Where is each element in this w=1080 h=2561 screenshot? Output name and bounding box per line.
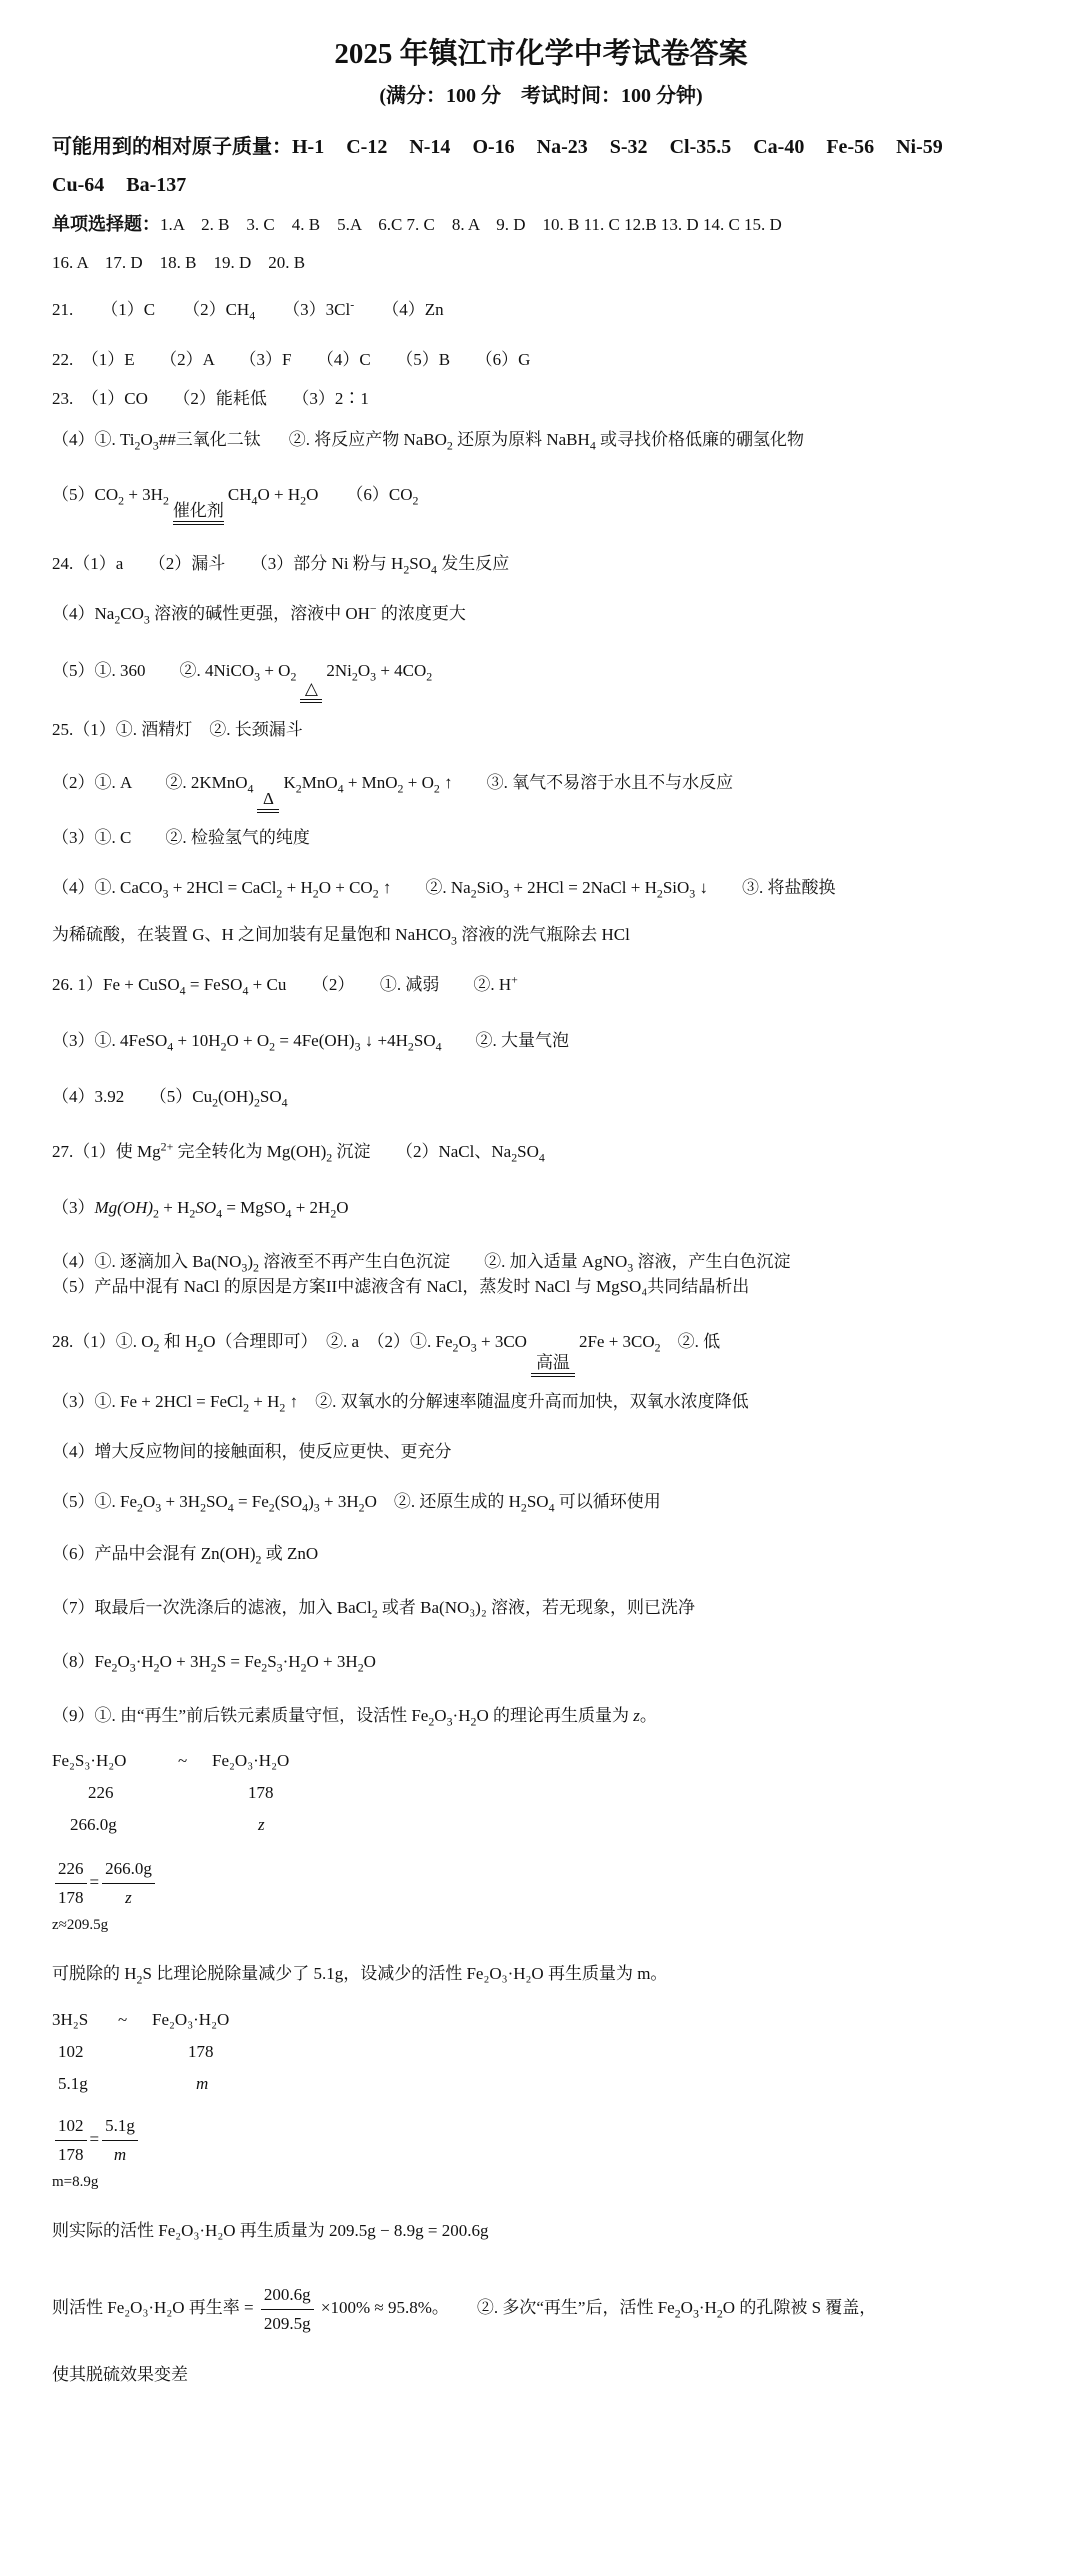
q26-line-3: （4）3.92 $(5)Cu_2(OH)_2SO_4$ xyxy=(52,1087,288,1110)
z-result: z≈209.5g xyxy=(52,1917,109,1933)
fraction xyxy=(55,1855,87,1912)
text: = FeSO xyxy=(185,975,243,994)
q27-line-3: （4）①. 逐滴加入 $Ba(NO_3)_2$ 溶液至不再产生白色沉淀 ②. 加入适量 AgNO$_3$ 溶液，产生白色沉淀 xyxy=(52,1252,791,1275)
single-choice-line-1 xyxy=(52,206,1030,243)
text: (OH) xyxy=(218,1087,254,1106)
numerator: 102 xyxy=(55,2112,87,2141)
text: 28.（1）①. O xyxy=(52,1332,154,1351)
text: O xyxy=(357,661,371,680)
text: 则活性 Fe₂O₃·H₂O 再生率 = xyxy=(52,2298,258,2317)
text: ·H xyxy=(135,1652,154,1671)
text: + H xyxy=(249,1392,280,1411)
q23-line-3: $(5)CO_2 + 3H_2$ 催化剂 $CH_4O + H_2O$ $(6)CO_2$ xyxy=(52,465,1030,531)
reaction-condition xyxy=(257,789,279,813)
text: = Fe xyxy=(233,1492,269,1511)
text: O + H xyxy=(257,485,301,504)
text: = 4Fe(OH) xyxy=(275,1031,355,1050)
text: + H xyxy=(159,1198,190,1217)
text: + 2HCl = CaCl xyxy=(168,878,277,897)
atomic-masses-label: 可能用到的相对原子质量： xyxy=(52,136,292,158)
q25-line-5: 为稀硫酸，在装置 G、H 之间加装有足量饱和 NaHCO$_3$ 溶液的洗气瓶除去 HCl xyxy=(52,925,630,948)
text: （4）Na xyxy=(52,604,115,623)
single-choice-answers: 1.A 2. B 3. C 4. B 5.A 6.C 7. C 8. A 9. D 10. B 11. C 12.B 13. D 14. C 15. D xyxy=(160,215,782,234)
mass-item: Na-23 xyxy=(536,136,588,158)
mass-item: Ni-59 xyxy=(896,136,943,158)
text: SiO xyxy=(476,878,504,897)
text: O ②. 还原生成的 H xyxy=(364,1492,521,1511)
text: 的浓度更大 xyxy=(376,604,466,623)
text: SO xyxy=(413,1031,436,1050)
q26-line-1: 26. 1）Fe + CuSO$_4$ = FeSO$_4$ + Cu （2） ①. 减弱 ②. H+ xyxy=(52,972,518,998)
numerator: 200.6g xyxy=(261,2281,314,2310)
text: 还原为原料 NaBH xyxy=(452,430,590,449)
text: O（合理即可） ②. a （2）①. Fe xyxy=(203,1332,453,1351)
text: Mg(OH) xyxy=(94,1198,154,1217)
q23-line-2 xyxy=(52,415,1030,465)
mass-item: Cl-35.5 xyxy=(669,136,732,158)
q25-line-3: （3）①. C ②. 检验氢气的纯度 xyxy=(52,828,310,847)
mass-item: Ca-40 xyxy=(753,136,805,158)
text: MnO xyxy=(301,773,338,792)
q27-line-1: 27.（1）使 $Mg^{2+}$ 完全转化为 $Mg(OH)_2$ 沉淀 （2）NaCl、$Na_2SO_4$ xyxy=(52,1139,545,1165)
text: SO xyxy=(409,554,432,573)
condition-text: △ xyxy=(304,679,318,698)
table-cell: Fe₂O₃·H₂O xyxy=(152,2010,230,2029)
q24-line-3: （5）①. 360 ②. 4NiCO$_3$ + $O_2$ △ $2Ni_2O_3 + 4CO_2$ xyxy=(52,639,1030,703)
text: 和 H xyxy=(159,1332,198,1351)
text: 或寻找价格低廉的硼氢化物 xyxy=(595,430,805,449)
text: 溶液，产生白色沉淀 xyxy=(633,1252,791,1271)
text: = MgSO xyxy=(222,1198,286,1217)
text: K xyxy=(283,773,296,792)
text: （4）①. Ti xyxy=(52,430,135,449)
reaction-condition xyxy=(173,501,224,525)
mass-item: H-1 xyxy=(292,136,325,158)
text: + 10H xyxy=(173,1031,221,1050)
text: ##三氧化二钛 xyxy=(158,430,261,449)
condition-text: Δ xyxy=(263,789,274,808)
text: O xyxy=(680,2298,693,2317)
text: ↓ +4H xyxy=(360,1031,408,1050)
q21-a3: （3）3Cl xyxy=(283,300,351,319)
text: + Cu （2） ①. 减弱 ②. H xyxy=(248,975,512,994)
text: ②. 低 xyxy=(660,1332,721,1351)
text: SO xyxy=(526,1492,549,1511)
text: 27.（1）使 Mg xyxy=(52,1142,161,1161)
text: O xyxy=(117,1652,130,1671)
table-cell: m xyxy=(196,2074,209,2093)
text: SO xyxy=(517,1142,539,1161)
mass-item: C-12 xyxy=(346,136,388,158)
text: ②. 大量气泡 xyxy=(441,1031,570,1050)
single-choice-label: 单项选择题： xyxy=(52,214,160,234)
text: + O xyxy=(260,661,291,680)
text: 溶液至不再产生白色沉淀 ②. 加入适量 AgNO xyxy=(258,1252,628,1271)
q21-a1: （1）C xyxy=(101,300,156,319)
text: 可以循环使用 xyxy=(554,1492,661,1511)
text: CO xyxy=(120,604,144,623)
text: （2）①. A ②. 2KMnO xyxy=(52,773,248,792)
condition-text: 催化剂 xyxy=(172,501,224,520)
denominator: m xyxy=(113,2145,127,2164)
denominator: 178 xyxy=(58,1888,84,1907)
text: SO xyxy=(195,1198,217,1217)
q28-line-10: 则实际的活性 Fe₂O₃·H₂O 再生质量为 209.5g − 8.9g = 200.6g xyxy=(52,2221,489,2240)
text: (SO xyxy=(274,1492,303,1511)
text: ↓ ③. 将盐酸换 xyxy=(695,878,836,897)
table-cell: 5.1g xyxy=(58,2074,88,2093)
page-subtitle: (满分：100 分 考试时间：100 分钟) xyxy=(379,85,703,107)
text: 溶液的洗气瓶除去 HCl xyxy=(456,925,630,944)
text: O + 3H xyxy=(306,1652,358,1671)
q21-a2: （2）CH xyxy=(183,300,250,319)
text: （4）①. 逐滴加入 Ba(NO xyxy=(52,1252,242,1271)
text: 或者 Ba(NO₃)₂ 溶液，若无现象，则已洗净 xyxy=(377,1598,696,1617)
text: ·H xyxy=(698,2298,717,2317)
denominator: 209.5g xyxy=(263,2313,311,2333)
text: + MnO xyxy=(343,773,398,792)
text: ↑ ②. Na xyxy=(378,878,471,897)
sup: 2+ xyxy=(160,1139,174,1154)
text: （5）①. Fe xyxy=(52,1492,137,1511)
sup: - xyxy=(350,297,355,312)
mass-item: O-16 xyxy=(472,136,515,158)
sub: 2 xyxy=(134,438,141,453)
text: ·H xyxy=(282,1652,301,1671)
text: O + 3H xyxy=(159,1652,211,1671)
text: （3） xyxy=(52,1198,95,1217)
denominator: z xyxy=(125,1888,132,1907)
text: CH xyxy=(227,485,252,504)
text: + 2HCl = 2NaCl + H xyxy=(509,878,657,897)
q25-line-1: 25.（1）①. 酒精灯 ②. 长颈漏斗 xyxy=(52,720,303,739)
fraction xyxy=(261,2281,314,2338)
text: 2Ni xyxy=(326,661,352,680)
text: O xyxy=(336,1198,349,1217)
m-result: m=8.9g xyxy=(52,2174,99,2190)
q27-line-2: $(3)Mg(OH)_2 + H_2SO_4$ = MgSO$_4$ + $2H_2O$ xyxy=(52,1198,349,1221)
table-cell: 178 xyxy=(188,2042,214,2061)
text: （9）①. 由“再生”前后铁元素质量守恒，设活性 Fe xyxy=(52,1706,429,1725)
q28-line-3: （4）增大反应物间的接触面积，使反应更快、更充分 xyxy=(52,1442,452,1461)
q28-line-11: 则活性 Fe₂O₃·H₂O 再生率 = $\frac{200.6g}{209.5g}$ ×100% ≈ 95.8%。 ②. 多次“再生”后，活性 $Fe_2O_3\cdot H_2O$ 的孔隙被 S 覆盖， xyxy=(52,2273,1030,2343)
q28-line-4: （5）①. $Fe_2O_3 + 3H_2SO_4 = Fe_2(SO_4)_3 + 3H_2O$ ②. 还原生成的 $H_2SO_4$ 可以循环使用 xyxy=(52,1492,661,1515)
text: （4）①. CaCO xyxy=(52,878,163,897)
q23-line-1: 23. （1）CO （2）能耗低 （3）2∶1 xyxy=(52,389,369,408)
q28-line-12: 使其脱硫效果变差 xyxy=(52,2365,188,2384)
numerator: 226 xyxy=(55,1855,87,1884)
text: 溶液的碱性更强，溶液中 OH xyxy=(149,604,370,623)
fraction xyxy=(55,2112,87,2169)
table-cell: 226 xyxy=(88,1783,114,1802)
text: 完全转化为 Mg(OH) xyxy=(173,1142,327,1161)
q26-line-2: （3）①. 4FeSO$_4$ + $10H_2O + O_2 = 4Fe(OH)_3$ ↓ $+4H_2SO_4$ ②. 大量气泡 xyxy=(52,1031,570,1054)
denominator: 178 xyxy=(58,2145,84,2164)
table-cell: Fe₂S₃·H₂O xyxy=(52,1751,127,1770)
table-cell: ~ xyxy=(118,2010,128,2029)
q21 xyxy=(52,283,1030,337)
text: O 的孔隙被 S 覆盖， xyxy=(722,2298,877,2317)
text: S xyxy=(267,1652,277,1671)
text: （6）产品中会混有 Zn(OH) xyxy=(52,1544,256,1563)
text: S 比理论脱除量减少了 5.1g，设减少的活性 Fe₂O₃·H₂O 再生质量为 m。 xyxy=(142,1964,668,1983)
text: （7）取最后一次洗涤后的滤液，加入 BaCl xyxy=(52,1598,372,1617)
q21-num: 21. xyxy=(52,300,74,319)
text: 。 xyxy=(639,1706,657,1725)
ratio-equation-1: $\frac{226}{178}$ = $\frac{266.0g}{z}$ xyxy=(52,1855,1030,1912)
text: ↑ ③. 氧气不易溶于水且不与水反应 xyxy=(439,773,734,792)
text: O xyxy=(306,485,319,504)
numerator: 5.1g xyxy=(102,2112,138,2141)
text: （6）CO xyxy=(346,485,413,504)
table-cell: 3H₂S xyxy=(52,2010,89,2029)
q25-line-2: （2）①. A ②. 2KMnO$_4$ Δ $K_2MnO_4 + MnO_2 + O_2$ ↑ ③. 氧气不易溶于水且不与水反应 xyxy=(52,753,1030,813)
q24-line-2: $(4)Na_2CO_3$ 溶液的碱性更强，溶液中 OH− 的浓度更大 xyxy=(52,601,466,627)
text: 2Fe + 3CO xyxy=(578,1332,655,1351)
table-cell: 178 xyxy=(248,1783,274,1802)
text: ×100% ≈ 95.8%。 xyxy=(316,2298,449,2317)
page-title: 2025 年镇江市化学中考试卷答案 xyxy=(334,38,748,70)
text: O xyxy=(142,1492,156,1511)
fraction xyxy=(102,2112,138,2169)
q21-a4: （4）Zn xyxy=(382,300,444,319)
q25-line-4: （4）①. CaCO$_3$ + 2HCl = CaCl$_2$ + $H_2O + CO_2$ ↑ ②. $Na_2SiO_3 + 2HCl$ = 2NaCl + $H_2SiO_3$ ↓ ③. 将盐酸换 xyxy=(52,878,836,901)
text: ) xyxy=(308,1492,314,1511)
sub: 4 xyxy=(589,438,596,453)
text: O xyxy=(434,1706,447,1725)
sub: 3 xyxy=(152,438,159,453)
text: （5）CO xyxy=(52,485,119,504)
table-cell: Fe₂O₃·H₂O xyxy=(212,1751,290,1770)
text: 或 ZnO xyxy=(261,1544,319,1563)
text: ) xyxy=(247,1252,253,1271)
text: O xyxy=(363,1652,376,1671)
text: SO xyxy=(206,1492,228,1511)
text: ·H xyxy=(452,1706,471,1725)
q27-line-4: （5）产品中混有 NaCl 的原因是方案II中滤液含有 NaCl，蒸发时 NaCl 与 MgSO₄共同结晶析出 xyxy=(52,1277,750,1296)
q28-line-9: 可脱除的 $H_2S$ 比理论脱除量减少了 5.1g，设减少的活性 Fe₂O₃·H₂O 再生质量为 m。 xyxy=(52,1964,668,1987)
ratio-table-1 xyxy=(52,1751,1030,1851)
text: 发生反应 xyxy=(436,554,510,573)
text: + 3H xyxy=(161,1492,201,1511)
text: + 3H xyxy=(319,1492,359,1511)
single-choice-line-2: 16. A 17. D 18. B 19. D 20. B xyxy=(52,253,306,272)
text: + O xyxy=(403,773,434,792)
mass-item: Cu-64 xyxy=(52,174,105,196)
table-cell: 266.0g xyxy=(70,1815,117,1834)
q22: 22. （1）E （2）A （3）F （4）C （5）B （6）G xyxy=(52,350,531,369)
text: SiO xyxy=(662,878,690,897)
mass-item: Fe-56 xyxy=(826,136,875,158)
mass-item: N-14 xyxy=(409,136,451,158)
text: ↑ ②. 双氧水的分解速率随温度升高而加快，双氧水浓度降低 xyxy=(285,1392,749,1411)
sub: 2 xyxy=(446,438,453,453)
text: + 2H xyxy=(291,1198,331,1217)
table-cell: ~ xyxy=(178,1751,188,1770)
q28-line-1: 28.（1）①. $O_2$ 和 $H_2O$（合理即可） ②. a （2）①. $Fe_2O_3 + 3CO$ 高温 $2Fe + 3CO_2$ ②. 低 xyxy=(52,1307,1030,1377)
table-cell: z xyxy=(258,1815,265,1834)
q28-line-5: （6）产品中会混有 $Zn(OH)_2$ 或 ZnO xyxy=(52,1544,319,1567)
text: O + O xyxy=(226,1031,270,1050)
text: 为稀硫酸，在装置 G、H 之间加装有足量饱和 NaHCO xyxy=(52,925,452,944)
q28-line-6: （7）取最后一次洗涤后的滤液，加入 BaCl$_2$ 或者 Ba(NO₃)₂ 溶液，若无现象，则已洗净 xyxy=(52,1598,696,1621)
text: ②. 将反应产物 NaBO xyxy=(288,430,447,449)
text: + 3CO xyxy=(476,1332,527,1351)
text: 可脱除的 H xyxy=(52,1964,137,1983)
text: S = Fe xyxy=(216,1652,262,1671)
text: （8）Fe xyxy=(52,1652,112,1671)
sub: 4 xyxy=(249,308,256,323)
text: + 4CO xyxy=(376,661,427,680)
atomic-masses xyxy=(52,128,1030,204)
q28-line-8: （9）①. 由“再生”前后铁元素质量守恒，设活性 $Fe_2O_3\cdot H_2O$ 的理论再生质量为 z。 xyxy=(52,1706,657,1729)
text: 沉淀 （2）NaCl、Na xyxy=(332,1142,512,1161)
text: （3）①. 4FeSO xyxy=(52,1031,168,1050)
text: + H xyxy=(282,878,313,897)
reaction-condition xyxy=(300,679,322,703)
table-cell: 102 xyxy=(58,2042,84,2061)
q24-line-1: 24.（1）a （2）漏斗 （3）部分 Ni 粉与 $H_2SO_4$ 发生反应 xyxy=(52,554,510,577)
ratio-table-2 xyxy=(52,2010,1030,2110)
text: 26. 1）Fe + CuSO xyxy=(52,975,180,994)
reaction-condition xyxy=(531,1353,575,1377)
q28-line-7: $(8)Fe_2O_3\cdot H_2O + 3H_2S = Fe_2S_3\cdot H_2O + 3H_2O$ xyxy=(52,1652,376,1675)
text: O xyxy=(458,1332,471,1351)
mass-item: Ba-137 xyxy=(126,174,187,196)
text: O + CO xyxy=(318,878,373,897)
fraction xyxy=(102,1855,155,1912)
text: 24.（1）a （2）漏斗 （3）部分 Ni 粉与 H xyxy=(52,554,404,573)
q28-line-2: （3）①. Fe + 2HCl = FeCl$_2$ + $H_2$ ↑ ②. 双氧水的分解速率随温度升高而加快，双氧水浓度降低 xyxy=(52,1392,749,1415)
text: O xyxy=(140,430,153,449)
text: z xyxy=(633,1706,640,1725)
text: （5）①. 360 ②. 4NiCO xyxy=(52,661,255,680)
text: O 的理论再生质量为 xyxy=(476,1706,634,1725)
numerator: 266.0g xyxy=(102,1855,155,1884)
text: SO xyxy=(259,1087,282,1106)
text: （3）①. Fe + 2HCl = FeCl xyxy=(52,1392,244,1411)
condition-text: 高温 xyxy=(535,1353,570,1372)
ratio-equation-2: $\frac{102}{178}$ = $\frac{5.1g}{m}$ xyxy=(52,2112,1030,2169)
text: （4）3.92 （5）Cu xyxy=(52,1087,213,1106)
text: ②. 多次“再生”后，活性 Fe xyxy=(476,2298,675,2317)
mass-item: S-32 xyxy=(609,136,648,158)
